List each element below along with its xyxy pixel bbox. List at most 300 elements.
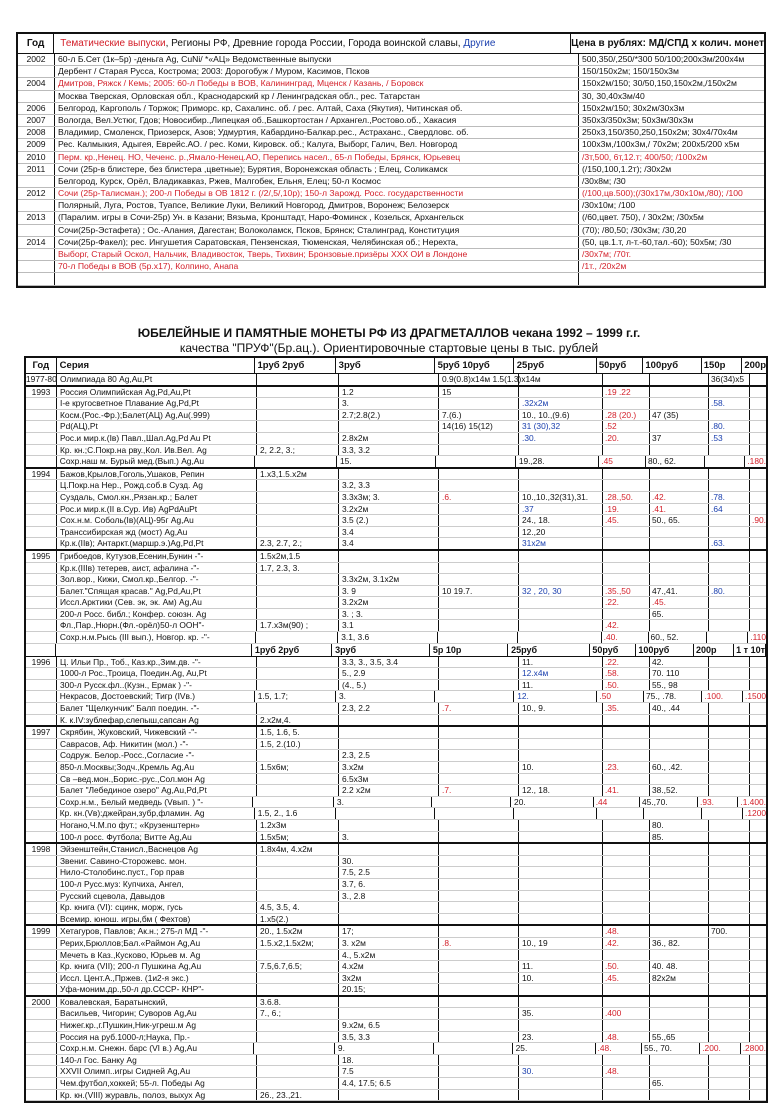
cell-5-10rub (439, 551, 519, 562)
cell-series: Ногано,Ч.М.по фут.; «Крузенштерн» (57, 820, 257, 831)
cell-25rub (518, 632, 602, 643)
cell-50rub (603, 551, 650, 562)
cell-1-2rub (257, 1078, 339, 1089)
cell-50rub: .50. (603, 961, 650, 972)
cell-3rub: 3. 9 (339, 586, 439, 597)
table-row (26, 856, 766, 868)
cell-5-10rub (439, 1020, 519, 1031)
cell-series: Мечеть в Каз.,Кусково, Юрьев м. Ag (57, 950, 257, 961)
cell-200rub (750, 727, 766, 738)
cell-3rub: 3.2x2м (339, 597, 439, 608)
cell-25rub (519, 563, 603, 574)
cell-25rub: 12., 18. (519, 785, 603, 796)
cell-3rub (339, 469, 439, 480)
cell-3rub: 2.3, 2.2 (339, 703, 439, 714)
cell-1-2rub (257, 856, 339, 867)
row-issues: (Паралим. игры в Сочи-25р) Ун. в Казани; Вязьма, Кронштадт, Наро-Фоминск , Козельск, Архангельск (55, 212, 579, 223)
cell-100rub (650, 891, 709, 902)
cell-50rub (603, 538, 650, 549)
row-price: /30x7м; /70т. (582, 249, 632, 259)
cell-1-2rub: 2, 2.2, 3.; (257, 445, 339, 456)
table-row (26, 1020, 766, 1032)
cell-50rub: .48. (596, 1043, 642, 1054)
cell-50rub: .40. (602, 632, 649, 643)
cell-series: 200-л Росс. библ.; Конфер. союзн. Ag (57, 609, 257, 620)
cell-100rub (650, 1066, 709, 1077)
cell-year (26, 574, 57, 585)
cell-5-10rub: 14(16) 15(12) (439, 421, 519, 432)
cell-200rub (750, 1020, 766, 1031)
cell-year (26, 774, 57, 785)
cell-year (26, 856, 57, 867)
cell-100rub: 40. 48. (650, 961, 709, 972)
cell-year (26, 938, 57, 949)
cell-25rub: 12.,20 (519, 527, 603, 538)
row-issues: Вологда, Вел.Устюг, Гдов; Новосибир.,Липецкая об.,Башкортостан / Архангел.,Ростово.об., Хакасия (55, 115, 579, 126)
cell-25rub: 23. (519, 1032, 603, 1043)
cell-series: Звениг. Савино-Сторожевс. мон. (57, 856, 257, 867)
cell-1-2rub (257, 527, 339, 538)
cell-50rub: .28.,50. (603, 492, 650, 503)
cell-series: I-е кругосветное Плавание Ag,Pd,Pt (57, 398, 257, 409)
cell-100rub (650, 551, 709, 562)
cell-3rub: 3. (339, 832, 439, 843)
table-row (26, 797, 766, 809)
cell-year (26, 620, 57, 631)
table-row (26, 715, 766, 728)
row-price: 100x3м,/100x3м,/ 70x2м; 200x5/200 x5м (582, 139, 740, 150)
cell-100rub: 55., 70. (642, 1043, 700, 1054)
cell-200rub (750, 1032, 766, 1043)
cell-100rub: .45. (650, 597, 709, 608)
header-cell-5-10rub: 5руб 10руб (435, 358, 514, 373)
cell-series: Кр. кн.(Vв):джейран,зубр,фламин. Ag (57, 808, 255, 819)
cell-150rub: .100. (702, 691, 743, 702)
cell-1-2rub (257, 609, 339, 620)
cell-year: 2000 (26, 997, 57, 1008)
cell-50rub (603, 997, 650, 1008)
table-row (26, 891, 766, 903)
cell-5-10rub (435, 691, 514, 702)
cell-5-10rub (439, 563, 519, 574)
cell-150rub: .53 (709, 433, 750, 444)
cell-150rub (702, 808, 743, 819)
cell-100rub (650, 879, 709, 890)
cell-50rub (603, 1090, 650, 1101)
cell-50rub (603, 1055, 650, 1066)
cell-150rub (709, 1055, 750, 1066)
cell-150rub (709, 657, 750, 668)
cell-series: Олимпиада 80 Ag,Au,Pt (57, 374, 257, 385)
table-row (26, 785, 766, 797)
cell-1-2rub: 1.2x3м (257, 820, 339, 831)
subheader-cell-100rub: 100руб (636, 644, 694, 656)
cell-3rub: 5., 2.9 (339, 668, 439, 679)
cell-3rub: 2.3, 2.5 (339, 750, 439, 761)
cell-150rub (709, 914, 750, 925)
cell-50rub: .48. (603, 1032, 650, 1043)
cell-150rub (709, 668, 750, 679)
cell-100rub (650, 387, 709, 398)
cell-150rub (709, 938, 750, 949)
cell-year: 1995 (26, 551, 57, 562)
cell-series: Чем.футбол,хоккей; 55-л. Победы Ag (57, 1078, 257, 1089)
cell-5-10rub (439, 609, 519, 620)
cell-100rub: 38.,52. (650, 785, 709, 796)
cell-1-2rub (257, 504, 339, 515)
cell-year (26, 480, 57, 491)
cell-5-10rub: .6. (439, 492, 519, 503)
cell-year (26, 410, 57, 421)
cell-150rub (709, 620, 750, 631)
cell-series: Некрасов, Достоевский; Тигр (IVв.) (57, 691, 255, 702)
cell-150rub (709, 410, 750, 421)
cell-year (26, 1055, 57, 1066)
cell-150rub (709, 1078, 750, 1089)
row-issues: Рес. Калмыкия, Адыгея, Еврейс.АО. / рес. Коми, Кировск. об.; Калуга, Выборг, Галич, Вел. Новгород (55, 139, 579, 150)
cell-150rub (709, 739, 750, 750)
cell-200rub (750, 1055, 766, 1066)
cell-150rub (709, 785, 750, 796)
cell-25rub (519, 891, 603, 902)
cell-series: Сохр.н.м.Рысь (III вып.), Новгор. кр. -"- (57, 632, 257, 643)
header-cell-200rub: 200р (744, 360, 766, 371)
table-row (26, 984, 766, 997)
cell-200rub: .180. (747, 456, 766, 467)
section-subtitle: качества "ПРУФ"(Бр.ац.). Ориентировочные стартовые цены в тыс. рублей (179, 341, 599, 355)
table-row (26, 926, 766, 938)
cell-1-2rub (257, 703, 339, 714)
theme-label: , Регионы РФ, (165, 38, 233, 49)
cell-3rub: 2.7;2.8(2.) (339, 410, 439, 421)
cell-200rub (750, 504, 766, 515)
table-row (26, 597, 766, 609)
precious-table-header (26, 358, 766, 374)
cell-100rub (650, 844, 709, 855)
cell-50rub (603, 563, 650, 574)
cell-150rub (709, 680, 750, 691)
cell-1-2rub (257, 973, 339, 984)
cell-100rub (650, 1008, 709, 1019)
cell-1-2rub: 1.5x5м; (257, 832, 339, 843)
cell-100rub: 40., .44 (650, 703, 709, 714)
theme-label: Древние города России (232, 38, 343, 49)
cell-year (26, 456, 57, 467)
cell-150rub (709, 1032, 750, 1043)
regional-row (18, 237, 764, 249)
cell-150rub: .58. (709, 398, 750, 409)
cell-series: 850-л.Москвы;Зодч.,Кремль Ag,Au (57, 762, 257, 773)
cell-150rub (707, 632, 748, 643)
cell-200rub (750, 597, 766, 608)
row-price: 350x3/350x3м; 50x3м/30x3м (582, 114, 694, 125)
cell-3rub: 2.8x2м (339, 433, 439, 444)
cell-year (26, 902, 57, 913)
cell-25rub (519, 1090, 603, 1101)
cell-1-2rub: 1.5, 1.7; (255, 691, 336, 702)
cell-25rub (519, 620, 603, 631)
cell-1-2rub (257, 1066, 339, 1077)
cell-200rub (750, 527, 766, 538)
row-year (18, 249, 55, 260)
cell-25rub (519, 997, 603, 1008)
cell-25rub (519, 902, 603, 913)
cell-50rub (603, 879, 650, 890)
cell-5-10rub (439, 574, 519, 585)
table-row (26, 374, 766, 387)
header-cell-3rub: 3руб (336, 358, 435, 373)
cell-year (26, 1078, 57, 1089)
cell-25rub: 10. (519, 973, 603, 984)
cell-50rub (603, 1078, 650, 1089)
regional-row (18, 164, 764, 176)
precious-table-body-2 (26, 657, 766, 1102)
header-cell-series: Серия (57, 358, 255, 373)
cell-series: Кр. книга (VII); 200-л Пушкина Ag,Au (57, 961, 257, 972)
cell-1-2rub (257, 597, 339, 608)
cell-year (26, 433, 57, 444)
cell-50rub (597, 808, 644, 819)
cell-year (26, 1066, 57, 1077)
regional-row (18, 188, 764, 200)
cell-100rub (650, 914, 709, 925)
cell-200rub (750, 950, 766, 961)
cell-150rub (709, 844, 750, 855)
table-row (26, 421, 766, 433)
cell-100rub: 75., .78. (644, 691, 702, 702)
cell-1-2rub (257, 680, 339, 691)
cell-100rub (650, 774, 709, 785)
cell-3rub: 9.x2м, 6.5 (339, 1020, 439, 1031)
cell-3rub: 3.5, 3.3 (339, 1032, 439, 1043)
cell-3rub (339, 551, 439, 562)
table-row (26, 563, 766, 575)
precious-table-body (26, 374, 766, 644)
cell-series: Иссл.Арктики (Сев. эк, эк. Ам) Ag,Au (57, 597, 257, 608)
cell-3rub: 7.5 (339, 1066, 439, 1077)
header-cell-150rub: 150р (702, 358, 743, 373)
cell-100rub (650, 421, 709, 432)
cell-150rub (709, 469, 750, 480)
cell-100rub (650, 997, 709, 1008)
cell-200rub (750, 680, 766, 691)
cell-3rub: 18. (339, 1055, 439, 1066)
cell-5-10rub (439, 832, 519, 843)
regional-row (18, 139, 764, 151)
cell-100rub (650, 574, 709, 585)
cell-150rub: .80. (709, 421, 750, 432)
row-issues: 60-л Б.Сет (1к–5р) -деньга Ag, CuNi/ *«АЦ» Ведомственные выпуски (55, 54, 579, 65)
cell-series: Россия Олимпийская Ag,Pd,Au,Pt (57, 387, 257, 398)
cell-200rub (750, 879, 766, 890)
cell-5-10rub (439, 914, 519, 925)
row-price (579, 273, 764, 284)
cell-50rub: .42. (603, 620, 650, 631)
cell-series: Кр. книга (VI): сцинк, морж, гусь (57, 902, 257, 913)
cell-series: Сохр.н.м., Белый медведь (Vвып. ) "- (57, 797, 254, 808)
cell-25rub (519, 715, 603, 726)
cell-150rub (705, 456, 746, 467)
cell-3rub (339, 914, 439, 925)
cell-100rub (650, 1055, 709, 1066)
cell-3rub: 3.4 (339, 527, 439, 538)
table-row (26, 938, 766, 950)
cell-3rub: 17; (339, 926, 439, 937)
cell-3rub: 4.4, 17.5; 6.5 (339, 1078, 439, 1089)
cell-3rub: 1.2 (339, 387, 439, 398)
cell-series: Рос.и мир.к.(II в.Сур. Ив) AgPdAuPt (57, 504, 257, 515)
cell-series: Бажов,Крылов,Гоголь,Ушаков, Репин (57, 469, 257, 480)
cell-year (26, 785, 57, 796)
cell-150rub (709, 997, 750, 1008)
cell-150rub (709, 762, 750, 773)
cell-25rub (519, 739, 603, 750)
cell-3rub (339, 1090, 439, 1101)
regional-coins-table (16, 32, 766, 288)
cell-50rub: .28 (20.) (603, 410, 650, 421)
cell-150rub (709, 950, 750, 961)
cell-50rub (603, 574, 650, 585)
cell-200rub (750, 867, 766, 878)
cell-series: Сох.н.м. Соболь(Iв)(АЦ)-95г Ag,Au (57, 515, 257, 526)
table-row (26, 632, 766, 644)
cell-150rub (709, 902, 750, 913)
cell-3rub (339, 727, 439, 738)
cell-year: 1996 (26, 657, 57, 668)
cell-50rub (603, 480, 650, 491)
header-cell-1-2rub: 1руб 2руб (255, 358, 336, 373)
cell-series: Васильев, Чигорин; Суворов Ag,Au (57, 1008, 257, 1019)
cell-3rub: 3.3, 3.2 (339, 445, 439, 456)
cell-5-10rub (439, 879, 519, 890)
cell-3rub: 3. (336, 691, 435, 702)
cell-1-2rub (257, 750, 339, 761)
cell-year (26, 820, 57, 831)
cell-150rub (709, 832, 750, 843)
cell-200rub (750, 574, 766, 585)
regional-row (18, 103, 764, 115)
cell-200rub (750, 820, 766, 831)
table-row (26, 844, 766, 856)
cell-5-10rub (439, 527, 519, 538)
cell-50rub (603, 750, 650, 761)
cell-year (26, 961, 57, 972)
cell-3rub (339, 844, 439, 855)
cell-25rub (519, 387, 603, 398)
cell-5-10rub (439, 469, 519, 480)
cell-year (26, 515, 57, 526)
cell-200rub (750, 1008, 766, 1019)
subheader-cell-25rub: 25руб (508, 644, 590, 656)
cell-150rub: .63. (709, 538, 750, 549)
cell-200rub: .1200 (745, 808, 767, 819)
cell-5-10rub (439, 774, 519, 785)
cell-50rub (603, 445, 650, 456)
cell-3rub: 15. (337, 456, 436, 467)
cell-year: 1993 (26, 387, 57, 398)
table-row (26, 551, 766, 563)
cell-200rub (750, 469, 766, 480)
cell-3rub: 3. x2м (339, 938, 439, 949)
cell-100rub: 80., 62. (646, 456, 705, 467)
table-row (26, 1055, 766, 1067)
table-row (26, 997, 766, 1009)
cell-150rub: .64 (709, 504, 750, 515)
cell-series: К. к.IV:зублефар,слепыш,сапсан Ag (57, 715, 257, 726)
cell-50rub: .23. (603, 762, 650, 773)
cell-year (26, 668, 57, 679)
table-row (26, 950, 766, 962)
row-year: 2004 (18, 78, 55, 89)
cell-series: Нило-Столобинс.пуст., Гор прав (57, 867, 257, 878)
cell-5-10rub (439, 1090, 519, 1101)
cell-200rub (750, 914, 766, 925)
cell-25rub (519, 950, 603, 961)
cell-50rub: .48. (603, 926, 650, 937)
cell-100rub (650, 739, 709, 750)
cell-50rub (603, 398, 650, 409)
cell-5-10rub (439, 891, 519, 902)
table-row (26, 867, 766, 879)
cell-200rub (750, 750, 766, 761)
cell-year (26, 879, 57, 890)
cell-series: Зол.вор., Кижи, Смол.кр.,Белгор. -"- (57, 574, 257, 585)
precious-table-subheader (26, 644, 766, 657)
cell-year (26, 973, 57, 984)
row-issues: Белгород, Курск, Орёл, Владикавказ, Ржев, Малгобек, Ельня, Елец; 50-л Космос (55, 176, 579, 187)
cell-50rub: .35.,50 (603, 586, 650, 597)
subheader-cell-5-10rub: 5р 10р (430, 644, 508, 656)
cell-25rub: 35. (519, 1008, 603, 1019)
cell-3rub (339, 715, 439, 726)
cell-year (26, 1020, 57, 1031)
cell-150rub (709, 715, 750, 726)
cell-1-2rub (257, 421, 339, 432)
cell-100rub (650, 926, 709, 937)
cell-50rub (603, 715, 650, 726)
cell-100rub (650, 727, 709, 738)
row-price: 30, 30,40x3м/40 (582, 90, 645, 101)
cell-3rub (339, 1008, 439, 1019)
regional-row (18, 273, 764, 285)
subheader-cell-50rub: 50руб (590, 644, 636, 656)
cell-25rub (519, 867, 603, 878)
row-year: 2011 (18, 164, 55, 175)
cell-200rub (750, 374, 766, 385)
cell-200rub (750, 563, 766, 574)
cell-150rub (709, 891, 750, 902)
row-price: /30x10м; /100 (582, 200, 636, 211)
cell-100rub: 47.,41. (650, 586, 709, 597)
cell-1-2rub: 7., 6.; (257, 1008, 339, 1019)
cell-150rub: .93. (698, 797, 738, 808)
cell-200rub (750, 1066, 766, 1077)
cell-series: Ковалевская, Баратынский, (57, 997, 257, 1008)
cell-5-10rub (439, 1066, 519, 1077)
cell-200rub: .90. (752, 515, 766, 526)
cell-150rub: .200. (700, 1043, 740, 1054)
cell-100rub: 65. (650, 1078, 709, 1089)
cell-5-10rub (439, 597, 519, 608)
cell-5-10rub (439, 997, 519, 1008)
cell-5-10rub (439, 820, 519, 831)
cell-series: Косм.(Рос.-Фр.);Балет(АЦ) Ag,Au(.999) (57, 410, 257, 421)
cell-100rub (650, 856, 709, 867)
cell-series: Содруж. Белор.-Росс.,Согласие -"- (57, 750, 257, 761)
cell-5-10rub: 7.(6.) (439, 410, 519, 421)
cell-100rub (650, 538, 709, 549)
cell-100rub (650, 480, 709, 491)
